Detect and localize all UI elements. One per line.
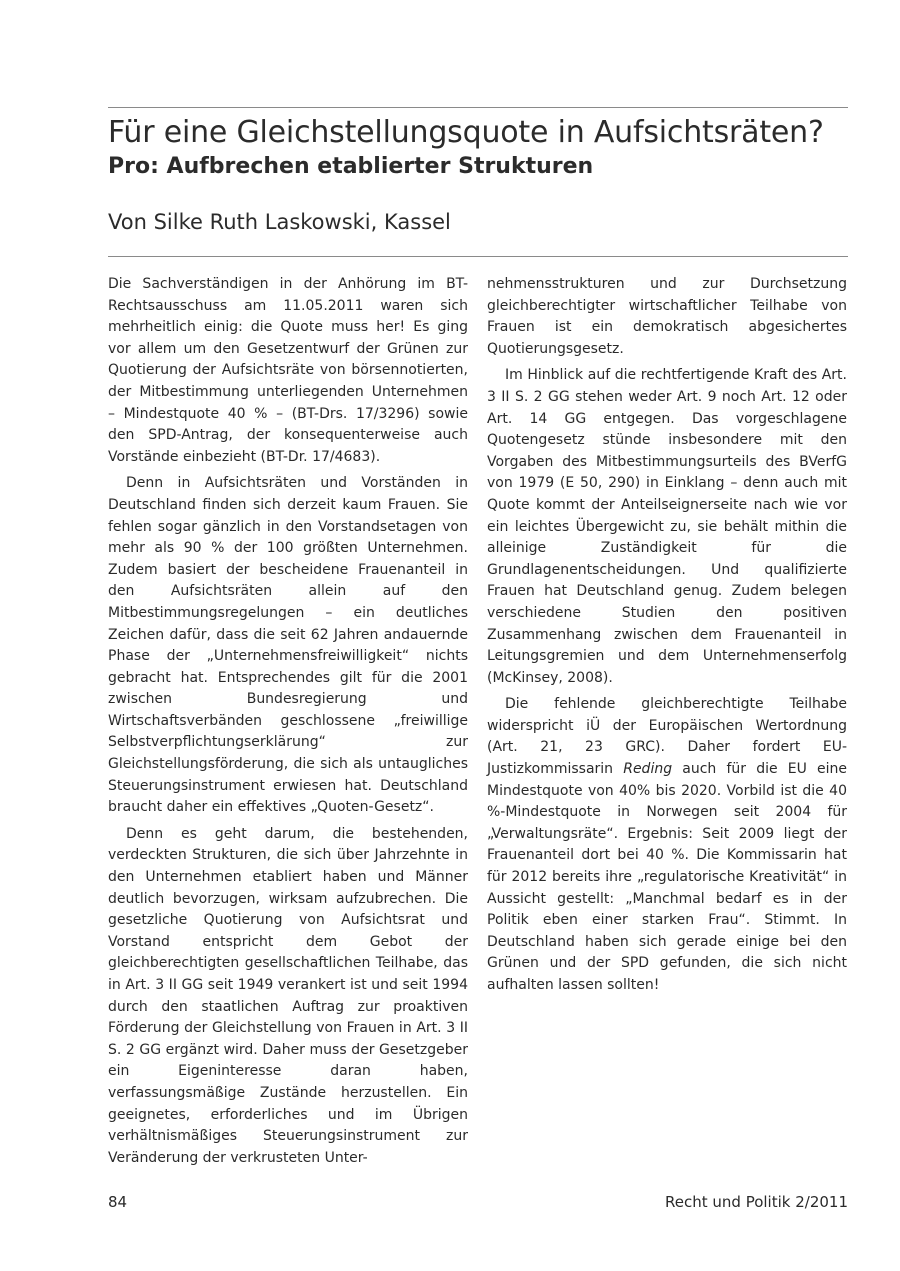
author-byline: Von Silke Ruth Laskowski, Kassel	[108, 210, 451, 234]
paragraph: Im Hinblick auf die rechtfertigende Kraft des Art. 3 II S. 2 GG stehen weder Art. 9 noch Art. 12 oder Art. 14 GG entgegen. Das vorgeschlagene Quotengesetz stünde insbesondere mit den Vorgaben des Mitbestimmungsurteils des BVerfG von 1979 (E 50, 290) in Einklang – denn auch mit Quote kommt der Anteilseignerseite nach wie vor ein leichtes Übergewicht zu, sie behält mithin die alleinige Zuständigkeit für die Grundlagenentscheidungen. Und qualifizierte Frauen hat Deutschland genug. Zudem belegen verschiedene Studien den positiven Zusammenhang zwischen dem Frauenanteil in Leitungsgremien und dem Unternehmenserfolg (McKinsey, 2008).	[487, 367, 847, 686]
journal-reference: Recht und Politik 2/2011	[665, 1193, 848, 1211]
right-column	[487, 274, 847, 1002]
paragraph	[487, 694, 847, 996]
paragraph: Denn es geht darum, die bestehenden, verdeckten Strukturen, die sich über Jahrzehnte in den Unternehmen etabliert haben und Männer deutlich bevorzugen, wirksam aufzubrechen. Die gesetzliche Quotierung von Aufsichtsrat und Vorstand entspricht dem Gebot der gleichberechtigten gesellschaftlichen Teilhabe, das in Art. 3 II GG seit 1949 verankert ist und seit 1994 durch den staatlichen Auftrag zur proaktiven Förderung der Gleichstellung von Frauen in Art. 3 II S. 2 GG ergänzt wird. Daher muss der Gesetzgeber ein Eigeninteresse daran haben, verfassungsmäßige Zustände herzustellen. Ein geeignetes, erforderliches und im Übrigen verhältnismäßiges Steuerungsinstrument zur Veränderung der verkrusteten Unter-	[108, 825, 468, 1166]
italic-name: Reding	[623, 761, 673, 778]
page-number: 84	[108, 1193, 128, 1211]
paragraph-text: Die fehlende gleichberechtigte Teilhabe widerspricht iÜ der Europäischen Wertordnung (Art. 21, 23 GRC). Daher fordert EU-Justizkommissarin	[487, 696, 847, 778]
paragraph-text: auch für die EU eine Mindestquote von 40% bis 2020. Vorbild ist die 40 %-Mindestquote in Norwegen seit 2004 für „Verwaltungsräte“. Ergebnis: Seit 2009 liegt der Frauenanteil dort bei 40 %. Die Kommissarin hat für 2012 bereits ihre „regulatorische Kreativität“ in Aussicht gestellt: „Manchmal bedarf es in der Politik eben einer starken Frau“. Stimmt. In Deutschland haben sich gerade einige bei den Grünen und der SPD gefunden, die sich nicht aufhalten lassen sollten!	[487, 761, 847, 993]
paragraph: nehmensstrukturen und zur Durchsetzung gleichberechtigter wirtschaftlicher Teilhabe von Frauen ist ein demokratisch abgesichertes Quotierungsgesetz.	[487, 276, 847, 357]
article-title: Für eine Gleichstellungsquote in Aufsichtsräten?	[108, 115, 824, 150]
paragraph: Die Sachverständigen in der Anhörung im BT-Rechtsausschuss am 11.05.2011 waren sich mehrheitlich einig: die Quote muss her! Es ging vor allem um den Gesetzentwurf der Grünen zur Quotierung der Aufsichtsräte von börsennotierten, der Mitbestimmung unterliegenden Unternehmen – Mindestquote 40 % – (BT-Drs. 17/3296) sowie den SPD-Antrag, der konsequenterweise auch Vorstände einbezieht (BT-Dr. 17/4683).	[108, 276, 468, 465]
header-divider	[108, 256, 848, 257]
top-divider	[108, 107, 848, 108]
paragraph: Denn in Aufsichtsräten und Vorständen in Deutschland finden sich derzeit kaum Frauen. Sie fehlen sogar gänzlich in den Vorstandsetagen von mehr als 90 % der 100 größten Unternehmen. Zudem basiert der bescheidene Frauenanteil in den Aufsichtsräten allein auf den Mitbestimmungsregelungen – ein deutliches Zeichen dafür, dass die seit 62 Jahren andauernde Phase der „Unternehmensfreiwilligkeit“ nichts gebracht hat. Entsprechendes gilt für die 2001 zwischen Bundesregierung und Wirtschaftsverbänden geschlossene „freiwillige Selbstverpflichtungserklärung“ zur Gleichstellungsförderung, die sich als untaugliches Steuerungsinstrument erwiesen hat. Deutschland braucht daher ein effektives „Quoten-Gesetz“.	[108, 475, 468, 816]
article-subtitle: Pro: Aufbrechen etablierter Strukturen	[108, 154, 594, 179]
left-column	[108, 274, 468, 1174]
